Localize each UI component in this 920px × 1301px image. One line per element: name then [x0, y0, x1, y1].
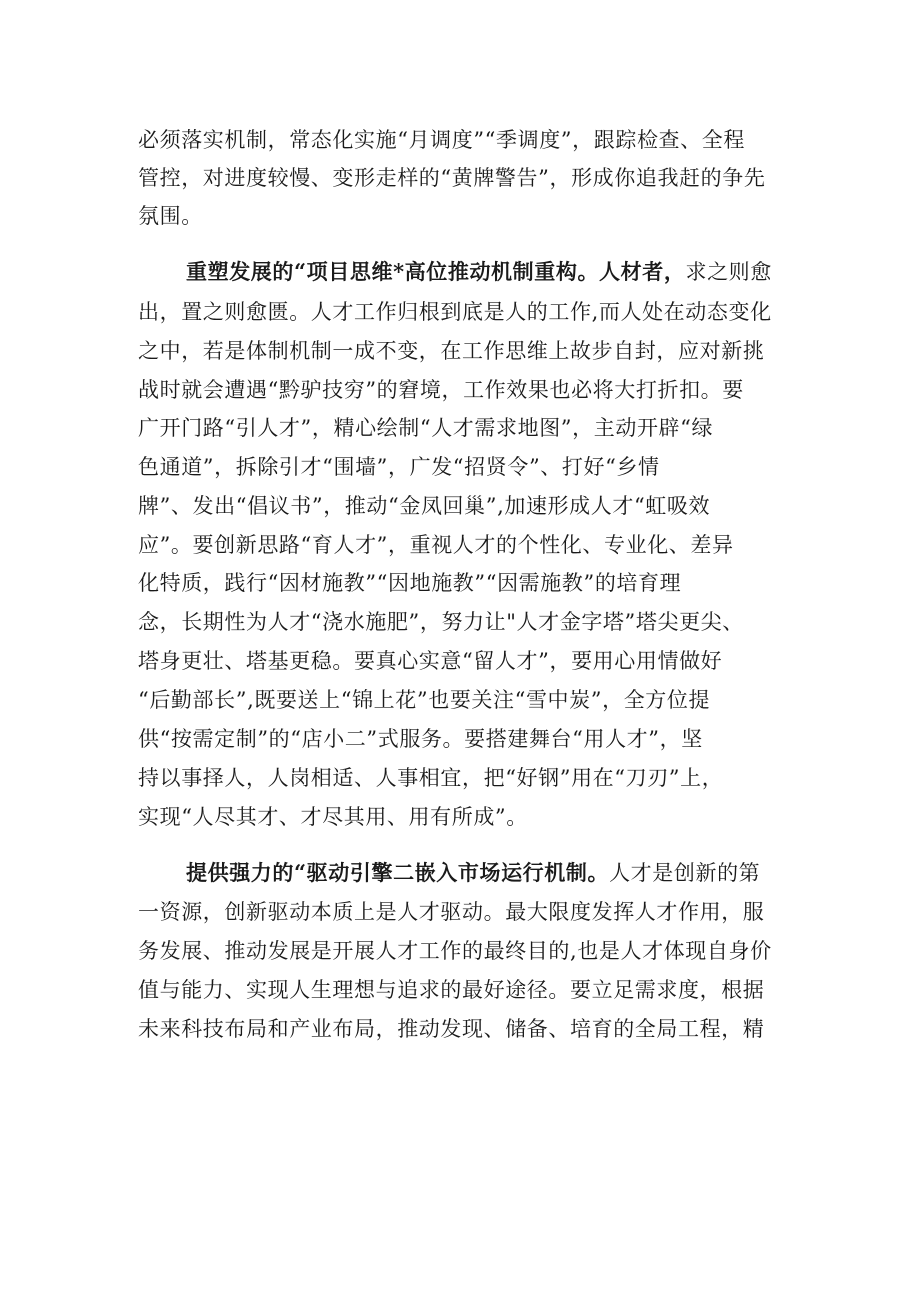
para2-line-10: 念，长期性为人才“浇水施肥”，努力让"人才金字塔”塔尖更尖、: [138, 610, 744, 634]
para1-line-1: 必须落实机制，常态化实施“月调度”“季调度”，跟踪检查、全程: [138, 128, 745, 152]
para3-heading: 提供强力的“驱动引擎二嵌入市场运行机制。: [186, 860, 610, 885]
para2-line-13: 供“按需定制”的“店小二”式服务。要搭建舞台“用人才”，坚: [138, 727, 703, 751]
para1-line-2: 管控，对进度较慢、变形走样的“黄牌警告”，形成你追我赶的争先: [138, 166, 766, 190]
para2-line-1-rest: 求之则愈: [685, 260, 772, 284]
para2-line-14: 持以事择人，人岗相适、人事相宜，把“好钢”用在“刀刃”上，: [138, 766, 724, 790]
para2-line-3: 之中，若是体制机制一成不变，在工作思维上故步自封，应对新挑: [138, 339, 765, 363]
para2-line-1: [186, 257, 788, 287]
para2-line-12: “后勤部长”,既要送上“锦上花”也要关注“雪中炭”，全方位提: [138, 688, 711, 712]
para2-line-11: 塔身更壮、塔基更稳。要真心实意“留人才”，要用心用情做好: [138, 649, 723, 673]
para2-line-4: 战时就会遭遇“黔驴技穷”的窘境，工作效果也必将大打折扣。要: [138, 378, 744, 402]
para2-line-2: 出，置之则愈匮。人才工作归根到底是人的工作,而人处在动态变化: [138, 300, 772, 324]
para2-line-5: 广开门路“引人才”，精心绘制“人才需求地图”，主动开辟“绿: [138, 416, 714, 440]
para3-line-5: 未来科技布局和产业布局，推动发现、储备、培育的全局工程，精: [138, 1017, 765, 1041]
para2-line-7: 牌”、发出“倡议书”，推动“金凤回巢”,加速形成人才“虹吸效: [138, 494, 711, 518]
para2-line-15: 实现“人尽其才、才尽其用、用有所成”。: [138, 805, 528, 829]
para3-line-3: 务发展、推动发展是开展人才工作的最终目的,也是人才体现自身价: [138, 939, 772, 963]
para2-line-6: 色通道”，拆除引才“围墙”，广发“招贤令”、打好“乡情: [138, 455, 660, 479]
para3-line-4: 值与能力、实现人生理想与追求的最好途径。要立足需求度，根据: [138, 978, 765, 1002]
para3-line-1-rest: 人才是创新的第: [609, 861, 761, 885]
para1-line-3: 氛围。: [138, 204, 203, 228]
para2-line-9: 化特质，践行“因材施教”“因地施教”“因需施教”的培育理: [138, 571, 682, 595]
para2-line-8: 应”。要创新思路“育人才”，重视人才的个性化、专业化、差异: [138, 533, 734, 557]
para3-line-1: [186, 858, 788, 888]
para2-heading: 重塑发展的“项目思维*高位推动机制重构。人材者，: [186, 259, 686, 284]
para3-line-2: 一资源，创新驱动本质上是人才驱动。最大限度发挥人才作用，服: [138, 900, 765, 924]
